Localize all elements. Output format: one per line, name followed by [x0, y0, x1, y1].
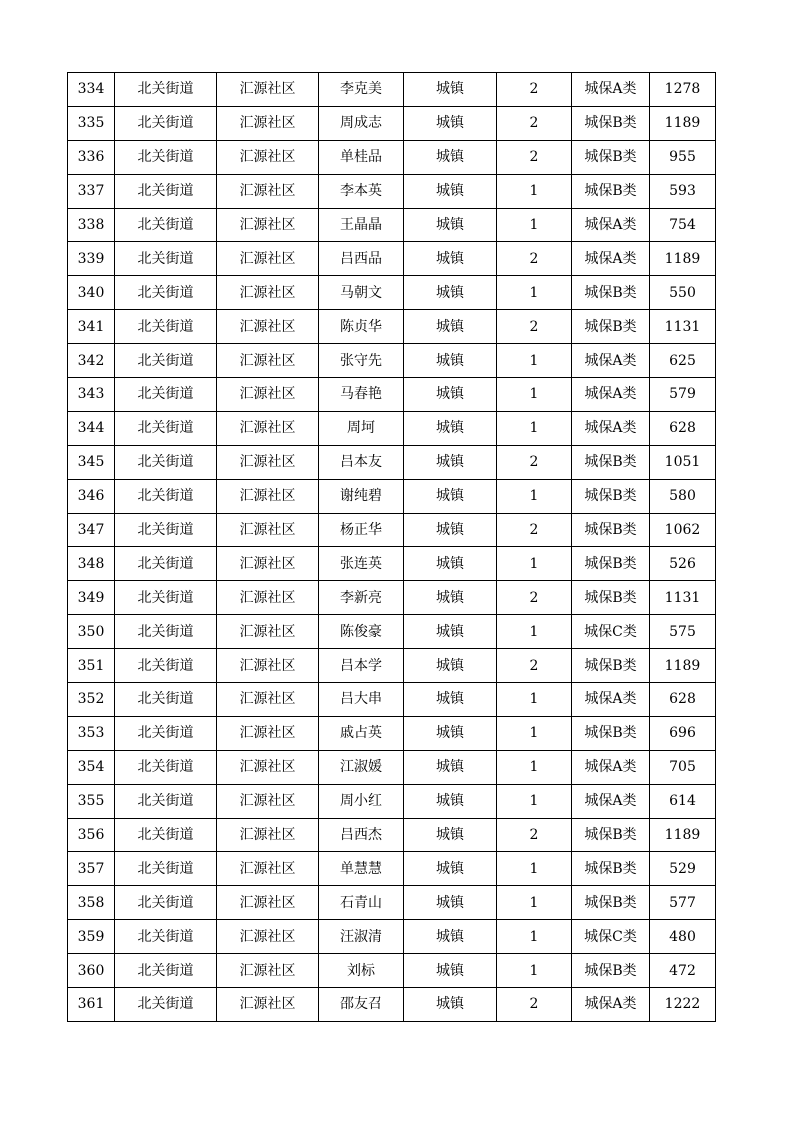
row-number-cell: 339 [68, 242, 115, 276]
assistance-category-cell: 城保A类 [572, 750, 650, 784]
household-type-cell: 城镇 [404, 818, 497, 852]
assistance-category-cell: 城保B类 [572, 445, 650, 479]
subdistrict-cell: 北关街道 [115, 208, 217, 242]
household-size-cell: 1 [497, 174, 572, 208]
amount-cell: 480 [650, 920, 716, 954]
household-size-cell: 2 [497, 242, 572, 276]
household-size-cell: 2 [497, 988, 572, 1022]
row-number-cell: 342 [68, 344, 115, 378]
subdistrict-cell: 北关街道 [115, 378, 217, 412]
community-cell: 汇源社区 [217, 954, 319, 988]
community-cell: 汇源社区 [217, 784, 319, 818]
subdistrict-cell: 北关街道 [115, 344, 217, 378]
assistance-category-cell: 城保B类 [572, 716, 650, 750]
name-cell: 汪淑清 [319, 920, 404, 954]
row-number-cell: 351 [68, 649, 115, 683]
community-cell: 汇源社区 [217, 208, 319, 242]
household-type-cell: 城镇 [404, 513, 497, 547]
amount-cell: 1189 [650, 242, 716, 276]
row-number-cell: 347 [68, 513, 115, 547]
table-row [68, 208, 716, 242]
household-type-cell: 城镇 [404, 208, 497, 242]
amount-cell: 1131 [650, 581, 716, 615]
amount-cell: 955 [650, 140, 716, 174]
household-size-cell: 1 [497, 886, 572, 920]
amount-cell: 614 [650, 784, 716, 818]
subdistrict-cell: 北关街道 [115, 445, 217, 479]
amount-cell: 575 [650, 615, 716, 649]
community-cell: 汇源社区 [217, 818, 319, 852]
assistance-category-cell: 城保C类 [572, 615, 650, 649]
subdistrict-cell: 北关街道 [115, 852, 217, 886]
subdistrict-cell: 北关街道 [115, 818, 217, 852]
table-row [68, 954, 716, 988]
community-cell: 汇源社区 [217, 852, 319, 886]
table-row [68, 106, 716, 140]
row-number-cell: 353 [68, 716, 115, 750]
community-cell: 汇源社区 [217, 310, 319, 344]
amount-cell: 526 [650, 547, 716, 581]
household-type-cell: 城镇 [404, 106, 497, 140]
assistance-category-cell: 城保B类 [572, 140, 650, 174]
assistance-category-cell: 城保C类 [572, 920, 650, 954]
name-cell: 张守先 [319, 344, 404, 378]
subdistrict-cell: 北关街道 [115, 750, 217, 784]
household-type-cell: 城镇 [404, 445, 497, 479]
subdistrict-cell: 北关街道 [115, 615, 217, 649]
amount-cell: 529 [650, 852, 716, 886]
community-cell: 汇源社区 [217, 174, 319, 208]
name-cell: 周坷 [319, 411, 404, 445]
household-type-cell: 城镇 [404, 581, 497, 615]
name-cell: 周小红 [319, 784, 404, 818]
assistance-category-cell: 城保B类 [572, 954, 650, 988]
table-row [68, 615, 716, 649]
subdistrict-cell: 北关街道 [115, 513, 217, 547]
name-cell: 邵友召 [319, 988, 404, 1022]
row-number-cell: 360 [68, 954, 115, 988]
table-row [68, 716, 716, 750]
table-row [68, 581, 716, 615]
table-row [68, 242, 716, 276]
row-number-cell: 359 [68, 920, 115, 954]
table-row [68, 411, 716, 445]
amount-cell: 580 [650, 479, 716, 513]
subdistrict-cell: 北关街道 [115, 784, 217, 818]
amount-cell: 1189 [650, 818, 716, 852]
community-cell: 汇源社区 [217, 378, 319, 412]
table-row [68, 276, 716, 310]
assistance-category-cell: 城保B类 [572, 547, 650, 581]
table-row [68, 818, 716, 852]
community-cell: 汇源社区 [217, 920, 319, 954]
assistance-category-cell: 城保B类 [572, 886, 650, 920]
table-row [68, 683, 716, 717]
assistance-category-cell: 城保B类 [572, 649, 650, 683]
subdistrict-cell: 北关街道 [115, 310, 217, 344]
name-cell: 王晶晶 [319, 208, 404, 242]
name-cell: 单桂品 [319, 140, 404, 174]
household-size-cell: 2 [497, 73, 572, 107]
household-size-cell: 1 [497, 784, 572, 818]
row-number-cell: 357 [68, 852, 115, 886]
assistance-category-cell: 城保B类 [572, 174, 650, 208]
amount-cell: 1189 [650, 106, 716, 140]
row-number-cell: 349 [68, 581, 115, 615]
household-type-cell: 城镇 [404, 344, 497, 378]
amount-cell: 1131 [650, 310, 716, 344]
amount-cell: 628 [650, 683, 716, 717]
community-cell: 汇源社区 [217, 242, 319, 276]
table-row [68, 920, 716, 954]
amount-cell: 579 [650, 378, 716, 412]
name-cell: 吕本学 [319, 649, 404, 683]
community-cell: 汇源社区 [217, 344, 319, 378]
subdistrict-cell: 北关街道 [115, 411, 217, 445]
household-size-cell: 2 [497, 310, 572, 344]
household-size-cell: 1 [497, 208, 572, 242]
name-cell: 周成志 [319, 106, 404, 140]
household-type-cell: 城镇 [404, 954, 497, 988]
subdistrict-cell: 北关街道 [115, 106, 217, 140]
community-cell: 汇源社区 [217, 683, 319, 717]
assistance-category-cell: 城保B类 [572, 310, 650, 344]
household-type-cell: 城镇 [404, 784, 497, 818]
name-cell: 杨正华 [319, 513, 404, 547]
community-cell: 汇源社区 [217, 106, 319, 140]
subdistrict-cell: 北关街道 [115, 716, 217, 750]
name-cell: 张连英 [319, 547, 404, 581]
table-row [68, 547, 716, 581]
household-size-cell: 1 [497, 479, 572, 513]
household-type-cell: 城镇 [404, 73, 497, 107]
row-number-cell: 340 [68, 276, 115, 310]
household-type-cell: 城镇 [404, 411, 497, 445]
assistance-category-cell: 城保A类 [572, 988, 650, 1022]
row-number-cell: 334 [68, 73, 115, 107]
table-row [68, 73, 716, 107]
assistance-category-cell: 城保A类 [572, 683, 650, 717]
assistance-category-cell: 城保B类 [572, 513, 650, 547]
amount-cell: 1189 [650, 649, 716, 683]
household-size-cell: 1 [497, 920, 572, 954]
row-number-cell: 341 [68, 310, 115, 344]
community-cell: 汇源社区 [217, 513, 319, 547]
name-cell: 马春艳 [319, 378, 404, 412]
household-type-cell: 城镇 [404, 716, 497, 750]
subdistrict-cell: 北关街道 [115, 886, 217, 920]
name-cell: 江淑媛 [319, 750, 404, 784]
household-type-cell: 城镇 [404, 750, 497, 784]
amount-cell: 472 [650, 954, 716, 988]
table-row [68, 310, 716, 344]
household-type-cell: 城镇 [404, 920, 497, 954]
name-cell: 陈俊豪 [319, 615, 404, 649]
table-row [68, 886, 716, 920]
name-cell: 吕本友 [319, 445, 404, 479]
household-size-cell: 1 [497, 954, 572, 988]
table-row [68, 649, 716, 683]
assistance-roster-table [67, 72, 716, 1022]
name-cell: 吕西杰 [319, 818, 404, 852]
name-cell: 谢纯碧 [319, 479, 404, 513]
subdistrict-cell: 北关街道 [115, 683, 217, 717]
table-row [68, 513, 716, 547]
amount-cell: 754 [650, 208, 716, 242]
household-type-cell: 城镇 [404, 886, 497, 920]
row-number-cell: 336 [68, 140, 115, 174]
assistance-category-cell: 城保A类 [572, 378, 650, 412]
community-cell: 汇源社区 [217, 479, 319, 513]
table-row [68, 174, 716, 208]
name-cell: 戚占英 [319, 716, 404, 750]
household-size-cell: 2 [497, 106, 572, 140]
household-type-cell: 城镇 [404, 479, 497, 513]
subdistrict-cell: 北关街道 [115, 649, 217, 683]
community-cell: 汇源社区 [217, 73, 319, 107]
community-cell: 汇源社区 [217, 750, 319, 784]
community-cell: 汇源社区 [217, 615, 319, 649]
subdistrict-cell: 北关街道 [115, 581, 217, 615]
amount-cell: 696 [650, 716, 716, 750]
row-number-cell: 337 [68, 174, 115, 208]
assistance-category-cell: 城保A类 [572, 784, 650, 818]
community-cell: 汇源社区 [217, 140, 319, 174]
table-row [68, 784, 716, 818]
name-cell: 吕西品 [319, 242, 404, 276]
assistance-category-cell: 城保A类 [572, 242, 650, 276]
assistance-category-cell: 城保B类 [572, 106, 650, 140]
table-row [68, 852, 716, 886]
amount-cell: 705 [650, 750, 716, 784]
row-number-cell: 348 [68, 547, 115, 581]
name-cell: 李本英 [319, 174, 404, 208]
household-size-cell: 1 [497, 683, 572, 717]
household-size-cell: 1 [497, 378, 572, 412]
assistance-category-cell: 城保B类 [572, 276, 650, 310]
household-size-cell: 1 [497, 411, 572, 445]
amount-cell: 628 [650, 411, 716, 445]
household-size-cell: 2 [497, 140, 572, 174]
household-size-cell: 2 [497, 445, 572, 479]
household-size-cell: 2 [497, 513, 572, 547]
assistance-category-cell: 城保A类 [572, 73, 650, 107]
household-size-cell: 1 [497, 716, 572, 750]
household-size-cell: 2 [497, 581, 572, 615]
household-size-cell: 1 [497, 852, 572, 886]
subdistrict-cell: 北关街道 [115, 73, 217, 107]
table-row [68, 344, 716, 378]
row-number-cell: 344 [68, 411, 115, 445]
table-row [68, 445, 716, 479]
amount-cell: 1062 [650, 513, 716, 547]
name-cell: 李新亮 [319, 581, 404, 615]
assistance-category-cell: 城保B类 [572, 818, 650, 852]
subdistrict-cell: 北关街道 [115, 140, 217, 174]
amount-cell: 1222 [650, 988, 716, 1022]
household-size-cell: 2 [497, 649, 572, 683]
household-type-cell: 城镇 [404, 649, 497, 683]
subdistrict-cell: 北关街道 [115, 242, 217, 276]
community-cell: 汇源社区 [217, 716, 319, 750]
row-number-cell: 346 [68, 479, 115, 513]
assistance-category-cell: 城保A类 [572, 344, 650, 378]
community-cell: 汇源社区 [217, 649, 319, 683]
assistance-category-cell: 城保A类 [572, 208, 650, 242]
row-number-cell: 355 [68, 784, 115, 818]
amount-cell: 1051 [650, 445, 716, 479]
subdistrict-cell: 北关街道 [115, 988, 217, 1022]
table-body [68, 73, 716, 1022]
table-row [68, 140, 716, 174]
assistance-category-cell: 城保A类 [572, 411, 650, 445]
row-number-cell: 345 [68, 445, 115, 479]
household-type-cell: 城镇 [404, 852, 497, 886]
household-type-cell: 城镇 [404, 615, 497, 649]
subdistrict-cell: 北关街道 [115, 954, 217, 988]
name-cell: 石青山 [319, 886, 404, 920]
household-type-cell: 城镇 [404, 378, 497, 412]
amount-cell: 625 [650, 344, 716, 378]
household-type-cell: 城镇 [404, 310, 497, 344]
household-type-cell: 城镇 [404, 276, 497, 310]
amount-cell: 577 [650, 886, 716, 920]
table-row [68, 479, 716, 513]
amount-cell: 1278 [650, 73, 716, 107]
subdistrict-cell: 北关街道 [115, 547, 217, 581]
community-cell: 汇源社区 [217, 276, 319, 310]
household-type-cell: 城镇 [404, 242, 497, 276]
household-size-cell: 2 [497, 818, 572, 852]
subdistrict-cell: 北关街道 [115, 920, 217, 954]
household-size-cell: 1 [497, 344, 572, 378]
household-type-cell: 城镇 [404, 988, 497, 1022]
assistance-category-cell: 城保B类 [572, 581, 650, 615]
name-cell: 李克美 [319, 73, 404, 107]
household-size-cell: 1 [497, 276, 572, 310]
subdistrict-cell: 北关街道 [115, 479, 217, 513]
subdistrict-cell: 北关街道 [115, 174, 217, 208]
row-number-cell: 361 [68, 988, 115, 1022]
table-row [68, 378, 716, 412]
household-type-cell: 城镇 [404, 547, 497, 581]
row-number-cell: 338 [68, 208, 115, 242]
community-cell: 汇源社区 [217, 445, 319, 479]
assistance-category-cell: 城保B类 [572, 852, 650, 886]
row-number-cell: 335 [68, 106, 115, 140]
row-number-cell: 343 [68, 378, 115, 412]
table-row [68, 750, 716, 784]
amount-cell: 550 [650, 276, 716, 310]
household-size-cell: 1 [497, 615, 572, 649]
name-cell: 马朝文 [319, 276, 404, 310]
name-cell: 刘标 [319, 954, 404, 988]
community-cell: 汇源社区 [217, 411, 319, 445]
row-number-cell: 356 [68, 818, 115, 852]
community-cell: 汇源社区 [217, 581, 319, 615]
name-cell: 吕大串 [319, 683, 404, 717]
community-cell: 汇源社区 [217, 886, 319, 920]
community-cell: 汇源社区 [217, 988, 319, 1022]
table-row [68, 988, 716, 1022]
row-number-cell: 354 [68, 750, 115, 784]
name-cell: 陈贞华 [319, 310, 404, 344]
household-type-cell: 城镇 [404, 174, 497, 208]
amount-cell: 593 [650, 174, 716, 208]
row-number-cell: 352 [68, 683, 115, 717]
community-cell: 汇源社区 [217, 547, 319, 581]
household-size-cell: 1 [497, 547, 572, 581]
assistance-category-cell: 城保B类 [572, 479, 650, 513]
household-type-cell: 城镇 [404, 683, 497, 717]
household-type-cell: 城镇 [404, 140, 497, 174]
row-number-cell: 350 [68, 615, 115, 649]
name-cell: 单慧慧 [319, 852, 404, 886]
subdistrict-cell: 北关街道 [115, 276, 217, 310]
row-number-cell: 358 [68, 886, 115, 920]
household-size-cell: 1 [497, 750, 572, 784]
